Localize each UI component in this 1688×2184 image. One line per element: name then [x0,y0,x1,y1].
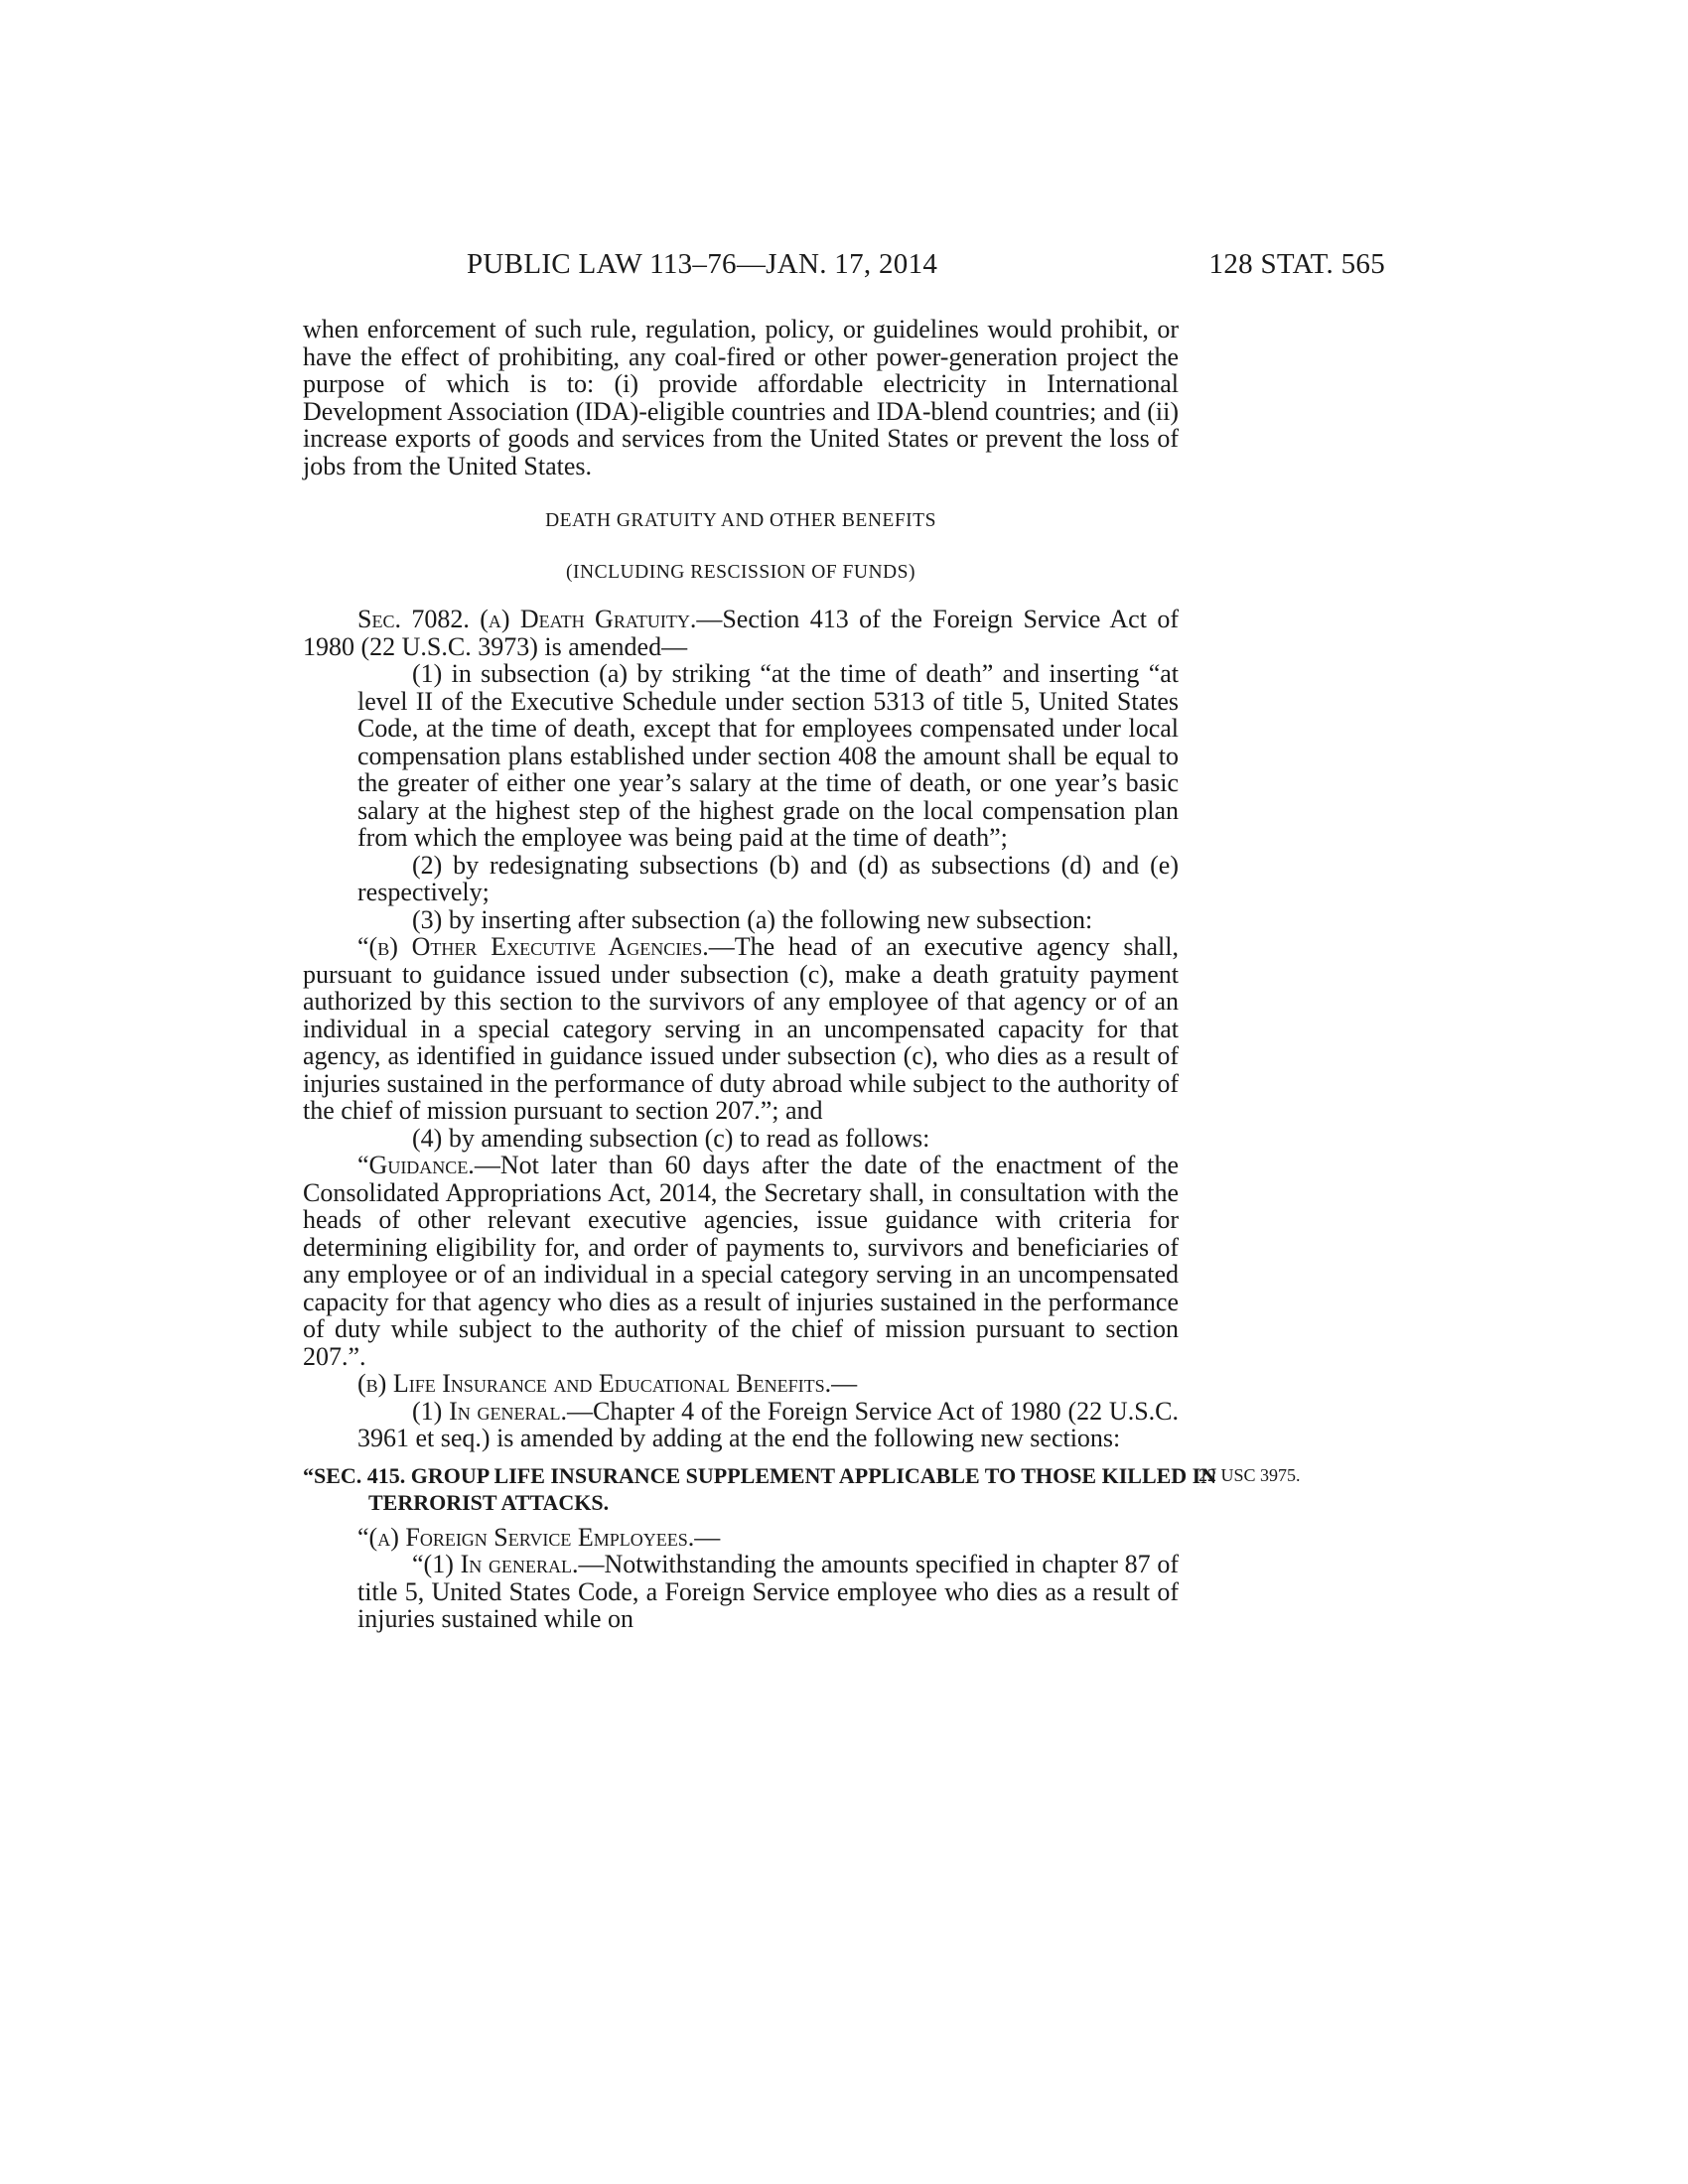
life-insurance-paragraph: (b) Life Insurance and Educational Benefits.— [357,1369,858,1398]
sec-7082-label: Sec. 7082. (a) Death Gratuity. [357,605,697,633]
guidance-label: “Guidance. [357,1151,475,1179]
in-general-label: (1) In general. [412,1396,568,1426]
sec-415-heading: “SEC. 415. GROUP LIFE INSURANCE SUPPLEMENT APPLICABLE TO THOSE KILLED IN TERRORIST ATTACKS. [303,1462,1217,1515]
amendment-4: (4) by amending subsection (c) to read as follows: [412,1123,930,1153]
in-general-paragraph: (1) In general.—Chapter 4 of the Foreign Service Act of 1980 (22 U.S.C. 3961 et seq.) is amended by adding at the end the following new sections: [357,1396,1179,1452]
subsection-b-paragraph: “(b) Other Executive Agencies.—The head of an executive agency shall, pursuant to guidance issued under subsection (c), make a death gratuity payment authorized by this section to the survivors of any employee of that agency or of an individual in a special category serving in an uncompensated capacity for that agency, as identified in guidance issued under subsection (c), who dies as a result of injuries sustained in the performance of duty abroad while subject to the authority of the chief of mission pursuant to section 207.”; and [303,932,1179,1125]
document-body [303,315,1301,1633]
statute-page-number: 128 STAT. 565 [1208,248,1385,280]
sec-7082-paragraph: Sec. 7082. (a) Death Gratuity.—Section 413 of the Foreign Service Act of 1980 (22 U.S.C. 3973) is amended— [303,605,1179,661]
section-heading: DEATH GRATUITY AND OTHER BENEFITS [545,510,936,531]
sec-415-row [303,1462,1301,1516]
section-subheading: (INCLUDING RESCISSION OF FUNDS) [566,561,915,583]
page-header [303,248,1385,288]
foreign-service-employees-label: “(a) Foreign Service Employees. [357,1522,695,1552]
amendment-3: (3) by inserting after subsection (a) the following new subsection: [412,904,1093,934]
in-general-2-label: “(1) In general. [412,1550,579,1578]
amendment-1: (1) in subsection (a) by striking “at the time of death” and inserting “at level II of the Executive Schedule under section 5313 of title 5, United States Code, at the time of death, except that for employees compensated under local compensation plans established under section 408 the amount shall be equal to the greater of either one year’s salary at the time of death, or one year’s basic salary at the highest step of the highest grade on the local compensation plan from which the employee was being paid at the time of death”; [357,659,1179,852]
subsection-b-label: “(b) Other Executive Agencies. [357,932,709,961]
intro-paragraph: when enforcement of such rule, regulation, policy, or guidelines would prohibit, or have the effect of prohibiting, any coal-fired or other power-generation project the purpose of which is to: (i) provide affordable electricity in International Development Association (IDA)-eligible countries and IDA-blend countries; and (ii) increase exports of goods and services from the United States or prevent the loss of jobs from the United States. [303,315,1179,480]
usc-margin-note: 22 USC 3975. [1198,1464,1301,1485]
in-general-2-paragraph: “(1) In general.—Notwithstanding the amounts specified in chapter 87 of title 5, United States Code, a Foreign Service employee who dies as a result of injuries sustained while on [357,1550,1179,1633]
amendment-2: (2) by redesignating subsections (b) and (d) as subsections (d) and (e) respectively; [357,850,1179,906]
public-law-title: PUBLIC LAW 113–76—JAN. 17, 2014 [467,248,938,280]
foreign-service-employees-paragraph: “(a) Foreign Service Employees.— [357,1522,721,1552]
guidance-paragraph: “Guidance.—Not later than 60 days after the date of the enactment of the Consolidated Appropriations Act, 2014, the Secretary shall, in consultation with the heads of other relevant executive agencies, issue guidance with criteria for determining eligibility for, and order of payments to, survivors and beneficiaries of any employee or of an individual in a special category serving in an uncompensated capacity for that agency who dies as a result of injuries sustained in the performance of duty while subject to the authority of the chief of mission pursuant to section 207.”. [303,1151,1179,1371]
life-insurance-label: (b) Life Insurance and Educational Benefits. [357,1369,832,1398]
